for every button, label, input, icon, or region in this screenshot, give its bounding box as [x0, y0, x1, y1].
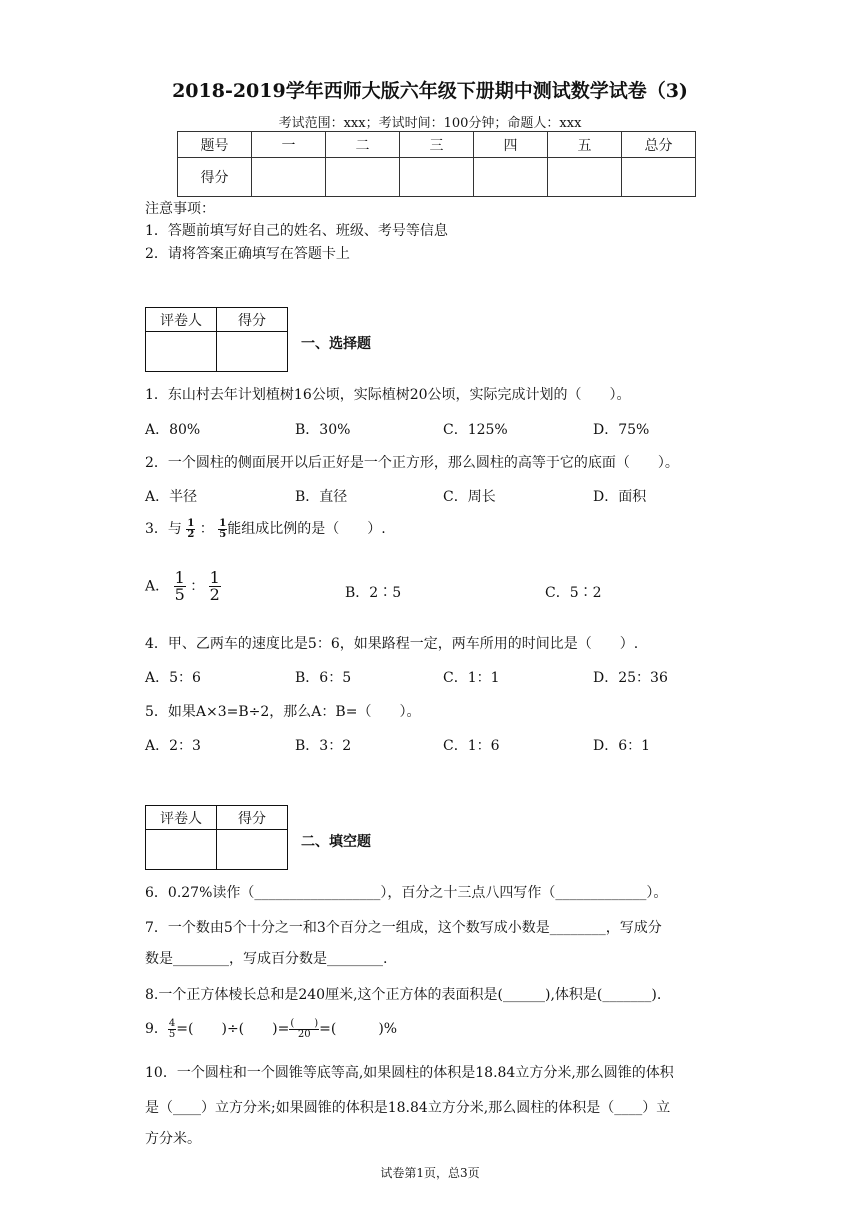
fraction-denominator: 2: [209, 585, 220, 604]
question-10-cont: 是（____）立方分米;如果圆锥的体积是18.84立方分米,那么圆柱的体积是（____）立: [145, 1100, 671, 1116]
question-10-cont: 方分米。: [145, 1131, 201, 1147]
score-cell[interactable]: [548, 158, 622, 197]
grader-score-label: 得分: [217, 308, 288, 332]
score-cell[interactable]: [622, 158, 696, 197]
notes-heading: 注意事项：: [145, 201, 215, 217]
option: A．5：6: [145, 670, 201, 686]
option: [145, 570, 221, 603]
exam-title: 2018-2019学年西师大版六年级下册期中测试数学试卷（3): [172, 80, 688, 102]
option: D．75%: [593, 422, 650, 438]
grader-score-label: 得分: [217, 806, 288, 830]
fraction-numerator: 4: [168, 1017, 176, 1029]
question-10: 10．一个圆柱和一个圆锥等底等高,如果圆柱的体积是18.84立方分米,那么圆锥的体积: [145, 1065, 674, 1081]
fraction-denominator: 20: [297, 1028, 311, 1040]
option: B．3：2: [295, 738, 352, 754]
fraction: [186, 519, 195, 540]
option: A．半径: [145, 489, 198, 505]
question-5: 5．如果A×3=B÷2，那么A：B=（ ）。: [145, 704, 421, 720]
score-table: [177, 131, 696, 197]
ratio-colon: ：: [190, 578, 205, 595]
score-table-header-cell: 四: [474, 132, 548, 158]
fraction: [289, 1019, 319, 1040]
score-cell[interactable]: [252, 158, 326, 197]
option: D．25：36: [593, 670, 668, 686]
option: C．1：1: [443, 670, 500, 686]
section-title: 一、选择题: [301, 336, 371, 352]
option: B．2∶5: [345, 585, 402, 601]
score-cell[interactable]: [474, 158, 548, 197]
option: B．直径: [295, 489, 348, 505]
grader-box: [145, 307, 288, 372]
score-table-row-label: 得分: [178, 158, 252, 197]
option: C．1：6: [443, 738, 500, 754]
question-text: 3．与: [145, 521, 182, 537]
score-table-header-cell: 总分: [622, 132, 696, 158]
option: C．周长: [443, 489, 496, 505]
question-text: 9．: [145, 1021, 168, 1037]
question-7: 7．一个数由5个十分之一和3个百分之一组成，这个数写成小数是________，写成分: [145, 920, 662, 936]
note-item: 1．答题前填写好自己的姓名、班级、考号等信息: [145, 223, 448, 239]
option: B．6：5: [295, 670, 352, 686]
option: D．面积: [593, 489, 647, 505]
score-cell[interactable]: [326, 158, 400, 197]
grader-cell[interactable]: [146, 332, 217, 372]
note-item: 2．请将答案正确填写在答题卡上: [145, 246, 350, 262]
fraction-denominator: 5: [174, 585, 185, 604]
option: A．2：3: [145, 738, 201, 754]
fraction-numerator: 1: [219, 517, 227, 529]
score-table-header-cell: 题号: [178, 132, 252, 158]
option: B．30%: [295, 422, 351, 438]
question-9: [145, 1018, 397, 1040]
option: D．6：1: [593, 738, 651, 754]
fraction-numerator: ( ): [290, 1017, 319, 1029]
score-table-header-cell: 五: [548, 132, 622, 158]
grader-score-cell[interactable]: [217, 830, 288, 870]
fraction-numerator: 1: [187, 517, 195, 529]
score-table-header-cell: 一: [252, 132, 326, 158]
fraction-denominator: 5: [219, 528, 227, 540]
question-text: 能组成比例的是（ ）.: [227, 521, 386, 537]
score-table-header-cell: 二: [326, 132, 400, 158]
fraction-denominator: 5: [168, 1028, 176, 1040]
ratio-colon: ：: [199, 521, 214, 537]
question-text: =( )÷( )=: [176, 1021, 290, 1037]
section-title: 二、填空题: [301, 834, 371, 850]
fraction: [209, 570, 221, 603]
grader-label: 评卷人: [146, 806, 217, 830]
option: C．5∶2: [545, 585, 602, 601]
fraction-denominator: 2: [187, 528, 195, 540]
fraction: [218, 519, 227, 540]
page-footer: 试卷第1页，总3页: [380, 1166, 480, 1180]
question-6: 6．0.27%读作（__________________），百分之十三点八四写作（_____________）。: [145, 885, 668, 901]
question-8: 8.一个正方体棱长总和是240厘米,这个正方体的表面积是(______),体积是(_______).: [145, 987, 662, 1003]
question-2: 2．一个圆柱的侧面展开以后正好是一个正方形，那么圆柱的高等于它的底面（ ）。: [145, 455, 679, 471]
question-7-cont: 数是________，写成百分数是________.: [145, 951, 388, 967]
fraction-numerator: 1: [174, 568, 185, 587]
question-1: 1．东山村去年计划植树16公顷，实际植树20公顷，实际完成计划的（ ）。: [145, 387, 631, 403]
option: C．125%: [443, 422, 508, 438]
grader-label: 评卷人: [146, 308, 217, 332]
question-text: =( )%: [319, 1021, 398, 1037]
fraction-numerator: 1: [209, 568, 220, 587]
grader-box: [145, 805, 288, 870]
score-cell[interactable]: [400, 158, 474, 197]
option: A．80%: [145, 422, 201, 438]
exam-meta: 考试范围：xxx；考试时间：100分钟；命题人：xxx: [278, 116, 582, 131]
question-3: [145, 518, 386, 540]
grader-cell[interactable]: [146, 830, 217, 870]
fraction: [174, 570, 186, 603]
score-table-header-cell: 三: [400, 132, 474, 158]
question-4: 4．甲、乙两车的速度比是5：6，如果路程一定，两车所用的时间比是（ ）.: [145, 636, 639, 652]
option-label: A．: [145, 578, 170, 595]
grader-score-cell[interactable]: [217, 332, 288, 372]
